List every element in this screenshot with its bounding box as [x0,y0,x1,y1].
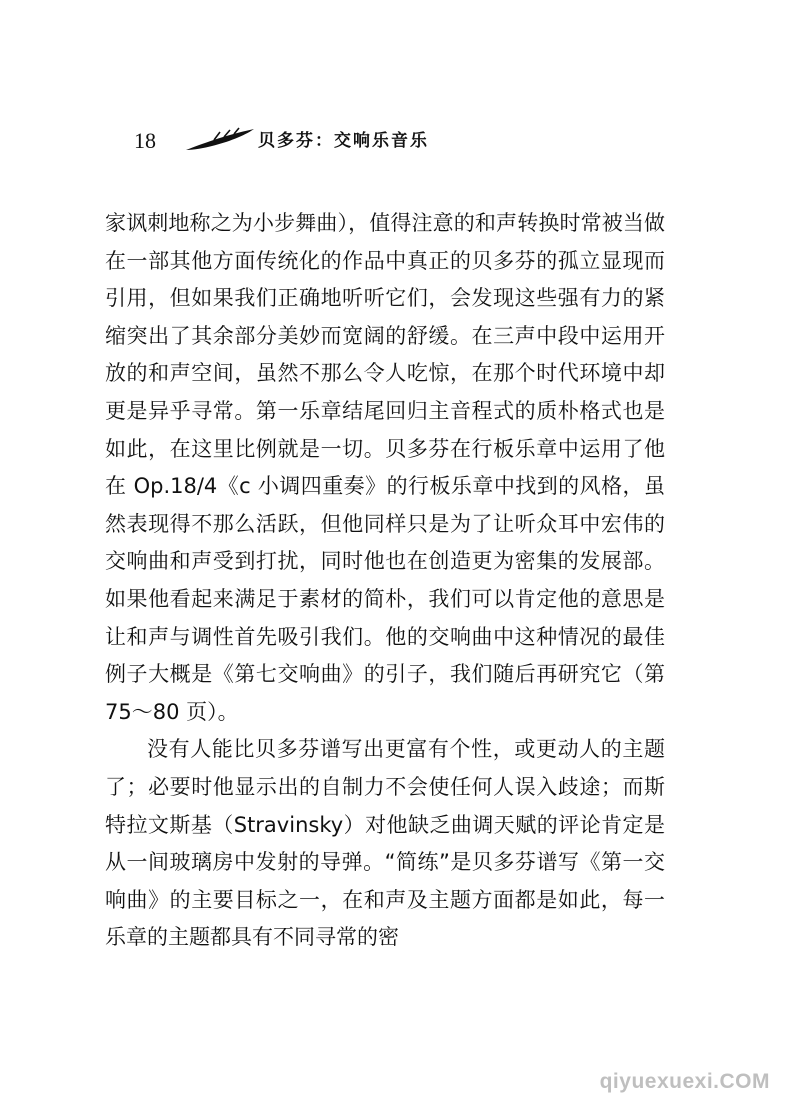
running-title: 贝多芬：交响乐音乐 [258,131,429,151]
page-header [134,126,554,156]
page-number: 18 [134,128,156,153]
body-text [105,205,665,957]
quill-icon [184,126,256,152]
paragraph-2: 没有人能比贝多芬谱写出更富有个性，或更动人的主题了；必要时他显示出的自制力不会使任何人误入歧途；而斯特拉文斯基（Stravinsky）对他缺乏曲调天赋的评论肯定是从一间玻璃房中发射的导弹。“简练”是贝多芬谱写《第一交响曲》的主要目标之一，在和声及主题方面都是如此，每一乐章的主题都具有不同寻常的密 [105,737,665,950]
paragraph-1: 家讽刺地称之为小步舞曲），值得注意的和声转换时常被当做在一部其他方面传统化的作品中真正的贝多芬的孤立显现而引用，但如果我们正确地听听它们，会发现这些强有力的紧缩突出了其余部分美妙而宽阔的舒缓。在三声中段中运用开放的和声空间，虽然不那么令人吃惊，在那个时代环境中却更是异乎寻常。第一乐章结尾回归主音程式的质朴格式也是如此，在这里比例就是一切。贝多芬在行板乐章中运用了他在 Op.18/4《c 小调四重奏》的行板乐章中找到的风格，虽然表现得不那么活跃，但他同样只是为了让听众耳中宏伟的交响曲和声受到打扰，同时他也在创造更为密集的发展部。如果他看起来满足于素材的简朴，我们可以肯定他的意思是让和声与调性首先吸引我们。他的交响曲中这种情况的最佳例子大概是《第七交响曲》的引子，我们随后再研究它（第 75～80 页）。 [105,211,665,724]
watermark: qiyuexuexi.COM [599,1070,770,1093]
